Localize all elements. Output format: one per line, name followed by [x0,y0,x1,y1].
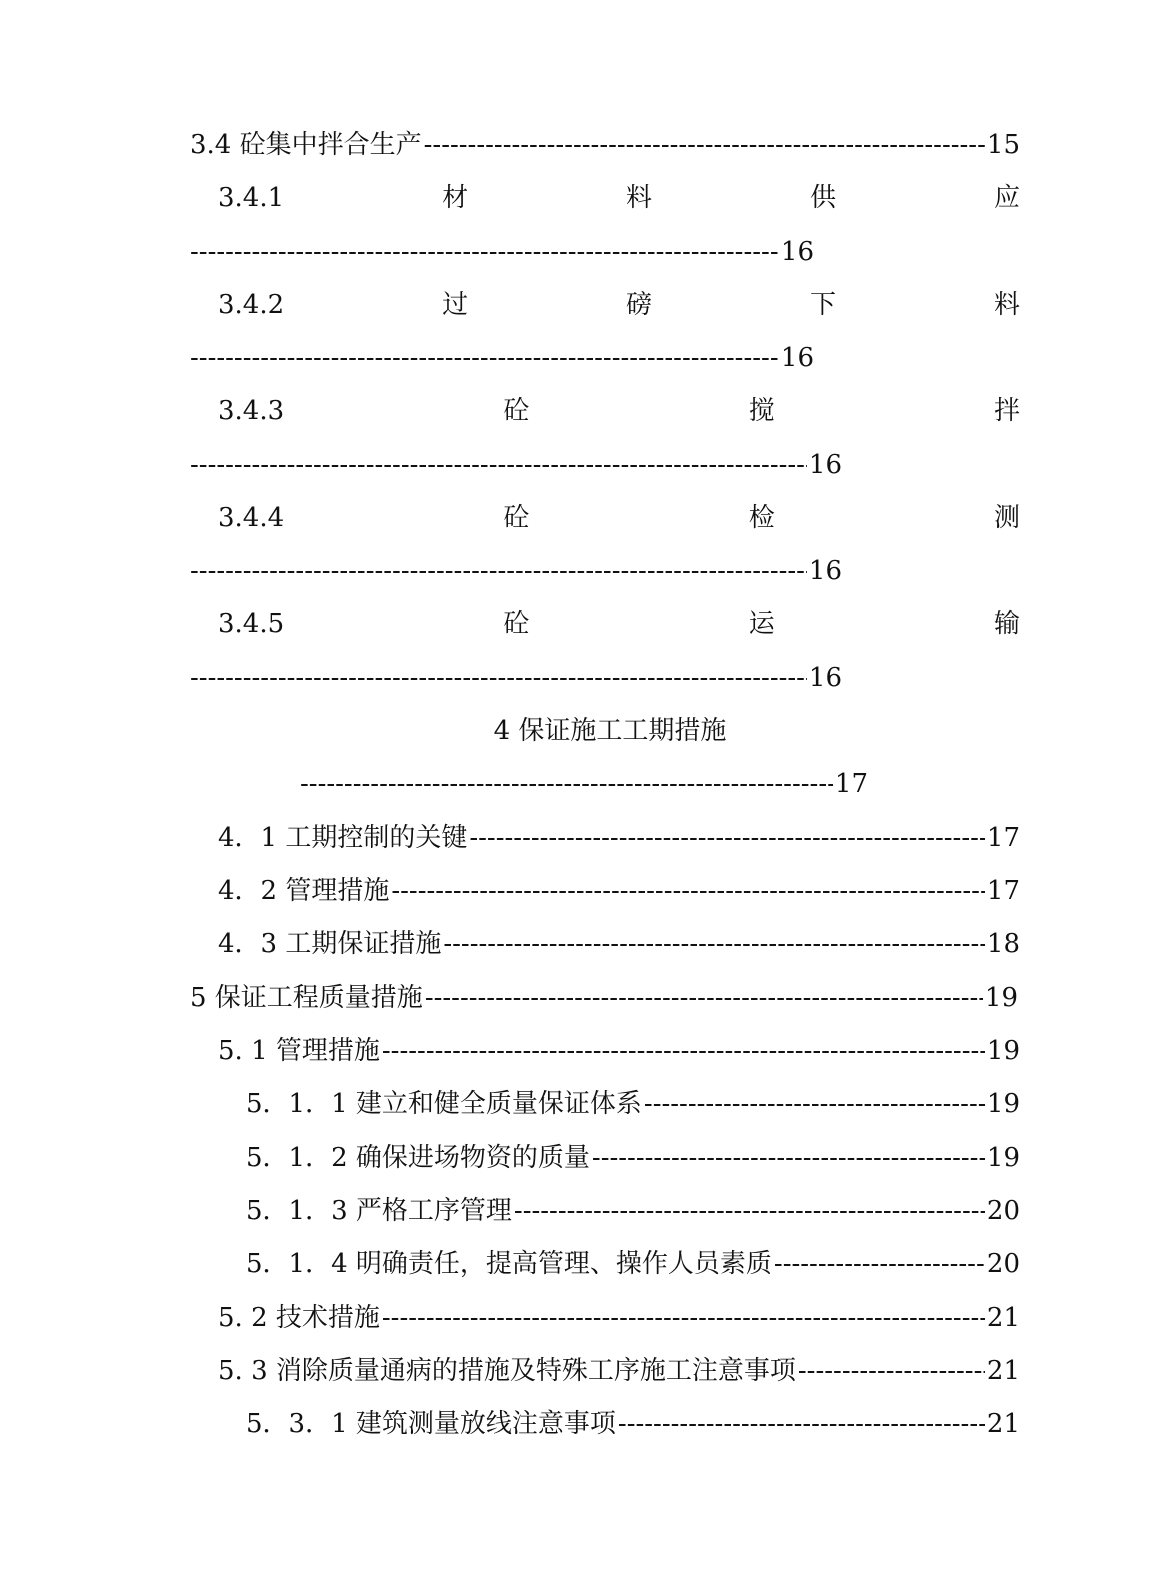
toc-entry-3-4-3-leader [190,448,842,482]
toc-entry-title: 5. 1 管理措施 [218,1036,380,1066]
toc-leader [382,1301,985,1335]
toc-entry-word: 砼 [503,609,530,639]
toc-leader [469,821,985,855]
toc-page-number: 19 [986,1143,1020,1173]
toc-entry-word: 磅 [626,290,653,320]
toc-entry-5-1-3 [246,1194,1020,1228]
toc-entry-5 [190,981,1018,1015]
toc-entry-title: 4．1 工期控制的关键 [218,823,468,853]
toc-leader [190,341,779,375]
toc-leader [644,1087,985,1121]
toc-leader [618,1407,985,1441]
toc-page-number: 16 [780,343,814,373]
toc-page-number: 21 [986,1303,1020,1333]
toc-entry-title: 5．1．2 确保进场物资的质量 [246,1143,590,1173]
toc-entry-word: 运 [748,609,775,639]
toc-entry-3-4 [190,128,1020,162]
toc-entry-title: 3.4 砼集中拌合生产 [190,130,422,160]
toc-leader [443,927,985,961]
toc-entry-word: 料 [993,290,1020,320]
toc-entry-title: 5 保证工程质量措施 [190,983,423,1013]
toc-entry-number: 3.4.3 [218,396,285,426]
toc-entry-number: 3.4.2 [218,290,285,320]
toc-page-number: 19 [986,1036,1020,1066]
toc-leader [774,1247,985,1281]
toc-entry-4-2 [218,874,1020,908]
toc-leader [514,1194,985,1228]
toc-entry-title: 4 保证施工工期措施 [493,716,727,746]
toc-entry-4-1 [218,821,1020,855]
toc-leader [592,1141,985,1175]
toc-page-number: 19 [986,1089,1020,1119]
toc-page-number: 18 [986,929,1020,959]
toc-leader [798,1354,985,1388]
toc-page-number: 21 [986,1409,1020,1439]
toc-leader [190,661,807,695]
toc-entry-5-1-4 [246,1247,1020,1281]
toc-entry-word: 输 [993,609,1020,639]
toc-entry-word: 砼 [503,396,530,426]
toc-entry-3-4-4-leader [190,554,842,588]
toc-entry-3-4-3 [218,394,1020,428]
toc-entry-3-4-5-leader [190,661,842,695]
toc-entry-number: 3.4.4 [218,503,285,533]
toc-entry-word: 砼 [503,503,530,533]
toc-leader [424,128,985,162]
toc-entry-title: 5．1．4 明确责任，提高管理、操作人员素质 [246,1249,772,1279]
toc-page-number: 17 [834,769,868,799]
toc-entry-word: 测 [993,503,1020,533]
toc-entry-3-4-1-leader [190,235,814,269]
toc-page-number: 15 [986,130,1020,160]
toc-entry-title: 5．1．3 严格工序管理 [246,1196,512,1226]
toc-page-number: 16 [808,663,842,693]
toc-leader [190,448,807,482]
toc-entry-word: 过 [442,290,469,320]
toc-entry-number: 3.4.1 [218,183,285,213]
toc-entry-word: 供 [810,183,837,213]
toc-entry-title: 4．3 工期保证措施 [218,929,442,959]
toc-page-number: 19 [984,983,1018,1013]
toc-page-number: 20 [986,1196,1020,1226]
toc-entry-5-1-2 [246,1141,1020,1175]
toc-entry-title: 5．1．1 建立和健全质量保证体系 [246,1089,642,1119]
toc-page-number: 16 [808,556,842,586]
toc-entry-4-3 [218,927,1020,961]
toc-entry-word: 拌 [993,396,1020,426]
toc-entry-word: 检 [748,503,775,533]
toc-leader [300,767,833,801]
toc-entry-5-1-1 [246,1087,1020,1121]
toc-leader [425,981,983,1015]
toc-page-number: 16 [808,450,842,480]
toc-page-number: 16 [780,237,814,267]
toc-entry-5-3-1 [246,1407,1020,1441]
toc-entry-title: 4．2 管理措施 [218,876,390,906]
toc-entry-3-4-5 [218,607,1020,641]
toc-page-number: 21 [986,1356,1020,1386]
toc-page-number: 17 [986,876,1020,906]
toc-entry-title: 5. 2 技术措施 [218,1303,380,1333]
toc-entry-5-2 [218,1301,1020,1335]
toc-entry-word: 料 [626,183,653,213]
toc-entry-5-1 [218,1034,1020,1068]
toc-entry-3-4-4 [218,501,1020,535]
toc-entry-word: 材 [442,183,469,213]
toc-entry-word: 应 [993,183,1020,213]
toc-entry-title: 5. 3 消除质量通病的措施及特殊工序施工注意事项 [218,1356,796,1386]
toc-leader [190,235,779,269]
toc-entry-title: 5．3．1 建筑测量放线注意事项 [246,1409,616,1439]
toc-page-number: 20 [986,1249,1020,1279]
toc-entry-4-leader [300,767,868,801]
toc-leader [382,1034,985,1068]
toc-entry-5-3 [218,1354,1020,1388]
toc-entry-word: 搅 [748,396,775,426]
toc-leader [190,554,807,588]
toc-entry-3-4-2-leader [190,341,814,375]
toc-entry-word: 下 [810,290,837,320]
toc-entry-3-4-1 [218,181,1020,215]
toc-entry-number: 3.4.5 [218,609,285,639]
toc-entry-4-title [380,714,840,748]
toc-page-number: 17 [986,823,1020,853]
toc-leader [391,874,985,908]
toc-entry-3-4-2 [218,288,1020,322]
